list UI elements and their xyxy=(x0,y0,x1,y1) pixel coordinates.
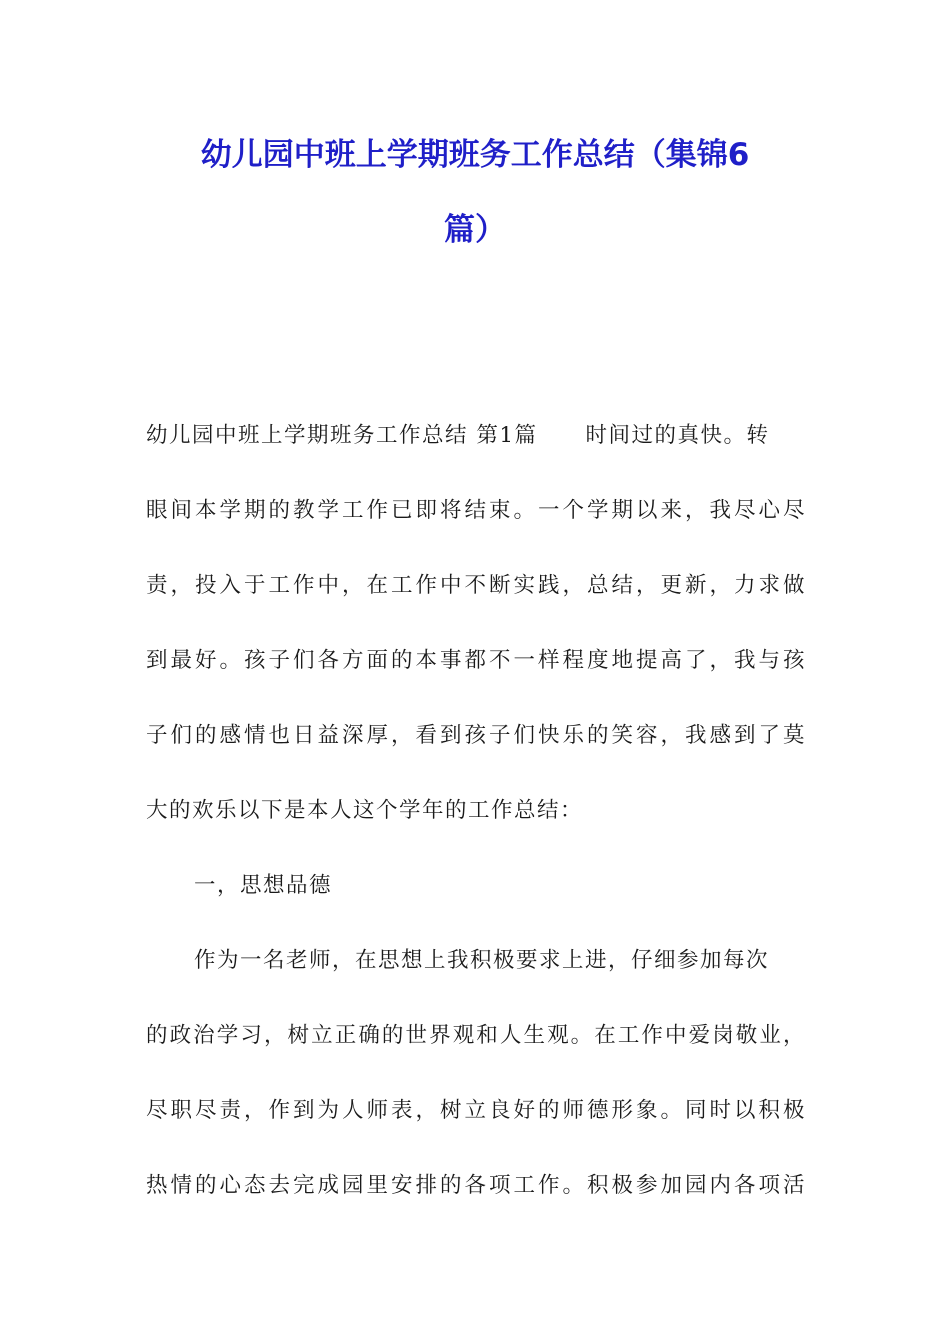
paragraph-line: 责，投入于工作中，在工作中不断实践，总结，更新，力求做 xyxy=(146,573,806,598)
document-body xyxy=(146,398,806,1223)
section-heading: 一，思想品德 xyxy=(194,873,333,898)
title-line-2: 篇） xyxy=(444,212,506,248)
paragraph-text: 时间过的真快。转 xyxy=(585,423,770,448)
section-paragraph-line: 的政治学习，树立正确的世界观和人生观。在工作中爱岗敬业， xyxy=(146,1023,806,1048)
title-line-1: 幼儿园中班上学期班务工作总结（集锦6 xyxy=(200,137,750,173)
document-title xyxy=(140,118,810,268)
section-paragraph-line: 尽职尽责，作到为人师表，树立良好的师德形象。同时以积极 xyxy=(146,1098,806,1123)
chapter-heading: 幼儿园中班上学期班务工作总结 第1篇 xyxy=(146,423,538,448)
paragraph-line: 大的欢乐以下是本人这个学年的工作总结： xyxy=(146,798,584,823)
section-paragraph-line: 作为一名老师，在思想上我积极要求上进，仔细参加每次 xyxy=(194,948,770,973)
paragraph-line: 到最好。孩子们各方面的本事都不一样程度地提高了，我与孩 xyxy=(146,648,806,673)
paragraph-line: 眼间本学期的教学工作已即将结束。一个学期以来，我尽心尽 xyxy=(146,498,806,523)
section-paragraph-line: 热情的心态去完成园里安排的各项工作。积极参加园内各项活 xyxy=(146,1173,806,1198)
intro-line xyxy=(146,398,806,473)
paragraph-line: 子们的感情也日益深厚，看到孩子们快乐的笑容，我感到了莫 xyxy=(146,723,806,748)
